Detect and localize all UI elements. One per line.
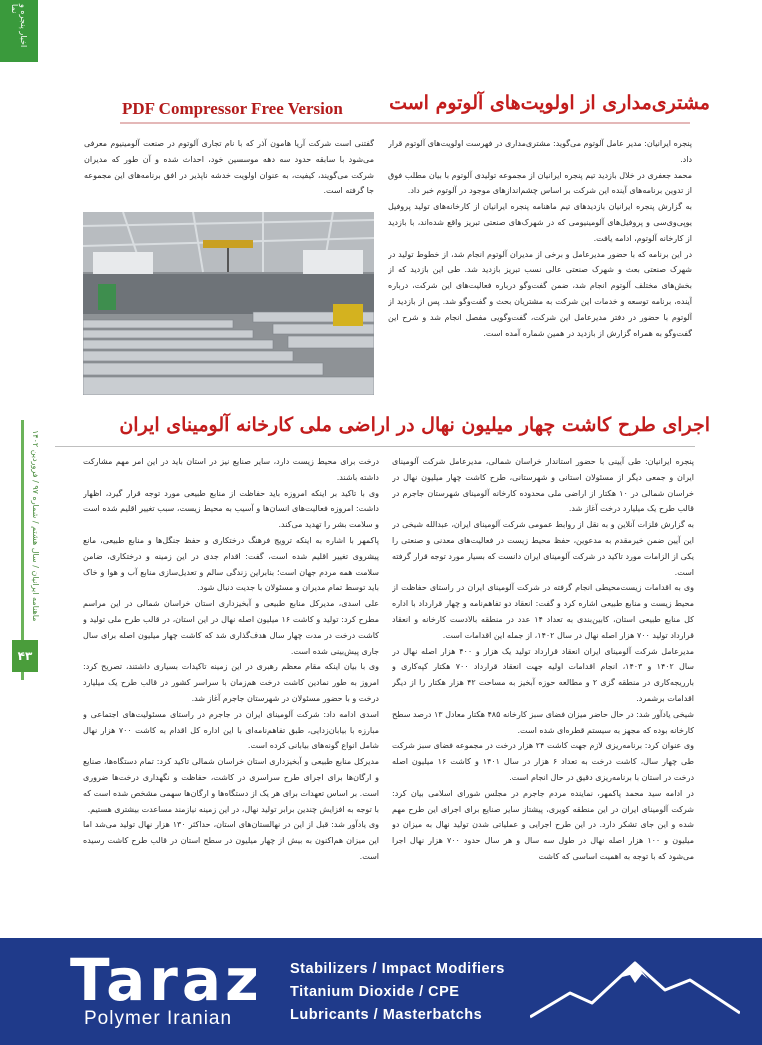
paragraph: وی به اقدامات زیست‌محیطی انجام گرفته در شرکت آلومینای ایران در راستای حفاظت از محیط زیست و منابع طبیعی اشاره کرد و گفت: انعقاد دو تفاهم‌نامه و چهار قرارداد با اداره کل منابع طبیعی استان، کابین‌بندی به تعداد ۱۴ عدد در منطقه بالادست کارخانه و انعقاد قرارداد تولید ۷۰۰ هزار اصله نهال در سال ۱۴۰۲، از جمله این اقدامات است. [392,583,694,640]
paragraph: به گزارش فلزات آنلاین و به نقل از روابط عمومی شرکت آلومینای ایران، عبدالله شیخی در این آیین ضمن خیرمقدم به مدعوین، حفظ محیط زیست در فعالیت‌های معدنی و صنعتی را یکی از الزامات مورد تاکید در شرکت آلومینای ایران دانست که بسیار مورد توجه قرار گرفته است. [392,520,694,577]
paragraph: درخت برای محیط زیست دارد، سایر صنایع نیز در استان باید در این امر مهم مشارکت داشته باشند. [83,457,379,482]
article2-title: اجرای طرح کاشت چهار میلیون نهال در اراضی ملی کارخانه آلومینای ایران [119,414,710,436]
article2-column-right [392,454,694,934]
article1-column-right [388,136,692,402]
mountain-icon [530,955,740,1030]
ad-product-line: Stabilizers / Impact Modifiers [290,961,505,977]
factory-photo [83,212,374,395]
paragraph: وی با تاکید بر اینکه امروزه باید حفاظت از منابع طبیعی مورد توجه قرار گیرد، اظهار داشت: امروزه فعالیت‌های انسان‌ها و آسیب به محیط زیست، سبب تغییر اقلیم شده است و سلامت بشر را تهدید می‌کند. [83,488,379,530]
article1-column-left [84,136,374,206]
paragraph: در ادامه سید محمد پاکمهر، نماینده مردم جاجرم در مجلس شورای اسلامی بیان کرد: شرکت آلومینای ایران در این منطقه کویری، پیشتاز سایر صنایع برای اجرای این طرح مهم شده و این جای تشکر دارد. در این طرح اجرایی و عملیاتی شدن تولید نهال به میزان دو میلیون و ۱۰۰ هزار اصله نهال در طول سه سال و هر سال حدود ۷۰۰ هزار نهال اجرا می‌شود که با توجه به اهمیت اساسی که کاشت [392,788,694,861]
paragraph: در این برنامه که با حضور مدیرعامل و برخی از مدیران آلوتوم انجام شد، از خطوط تولید در شهرک صنعتی بعث و شهرک صنعتی عالی نسب تبریز بازدید شد. طی این بازدید که از بخش‌های مختلف آلوتوم انجام شد، ضمن گفت‌وگو درباره فعالیت‌های این شرکت، درباره آینده، برنامه توسعه و خدمات این شرکت به مشتریان بحث و گفت‌وگو شد. پس از بازدید از آلوتوم با حضور در دفتر مدیرعامل این شرکت، گفت‌وگویی مفصل انجام شد و شرح این گفت‌وگو به همراه گزارش از بازدید در همین شماره آمده است. [388,249,692,338]
ad-product-line: Titanium Dioxide / CPE [290,984,460,1000]
ad-product-line: Lubricants / Masterbatchs [290,1007,483,1023]
paragraph: وی با بیان اینکه مقام معظم رهبری در این زمینه تاکیدات بسیاری داشتند، تصریح کرد: امروز به طور نمادین کاشت درخت هم‌زمان با سراسر کشور در قالب طرح یک میلیارد درخت و با حضور مسئولان در شهرستان جاجرم آغاز شد. [83,662,379,703]
paragraph: علی اسدی، مدیرکل منابع طبیعی و آبخیزداری استان خراسان شمالی در این مراسم مطرح کرد: تولید و کاشت ۱۶ میلیون اصله نهال در این استان، در قالب طرح ملی تولید و کاشت درخت در مدت چهار سال هدف‌گذاری شد که کاشت چهار میلیون اصله برای سال جاری پیش‌بینی شده است. [83,599,379,656]
title-divider [55,446,695,447]
brand-subtitle: Polymer Iranian [84,1008,233,1029]
paragraph: مدیرکل منابع طبیعی و آبخیزداری استان خراسان شمالی تاکید کرد: تمام دستگاه‌ها، صنایع و ارگان‌ها برای اجرای طرح سراسری در کاشت، حفاظت و نگهداری درخت‌ها ضروری است. بر اساس تعهدات برای هر یک از دستگاه‌ها و ارگان‌ها سهمی مشخص شده است که با توجه به افزایش چندین برابر تولید نهال، در این زمینه نیازمند مساعدت بیشتری هستیم. [83,757,379,814]
issue-info: ماهنامه ایرانیان / سال هشتم / شماره ۹۷ / فروردین ۱۴۰۲ [31,430,40,622]
pdf-watermark: PDF Compressor Free Version [122,99,343,118]
title-divider [120,122,690,124]
paragraph: پنجره ایرانیان: مدیر عامل آلوتوم می‌گوید: مشتری‌مداری در فهرست اولویت‌های آلوتوم قرار داد. [388,139,692,164]
paragraph: شیخی یادآور شد: در حال حاضر میزان فضای سبز کارخانه ۴۸۵ هکتار معادل ۱۳ درصد سطح کارخانه بوده که مجهز به سیستم قطره‌ای شده است. [392,709,694,735]
paragraph: پنجره ایرانیان: طی آیینی با حضور استاندار خراسان شمالی، مدیرعامل شرکت آلومینای ایران و جمعی دیگر از مسئولان استانی و شهرستانی، طرح کاشت چهار میلیون نهال در خراسان شمالی در ۱۰ هکتار از اراضی ملی محدوده کارخانه آلومینای شهرستان جاجرم در قالب طرح یک میلیارد درخت آغاز شد. [392,457,694,514]
article2-column-left [83,454,379,934]
paragraph: محمد جعفری در خلال بازدید تیم پنجره ایرانیان از مجموعه تولیدی آلوتوم با بیان مطلب فوق از تدوین برنامه‌های آینده این شرکت بر اساس چشم‌اندازهای موجود در آلوتوم خبر داد. [388,170,692,196]
paragraph: وی یادآور شد: قبل از این در نهالستان‌های استان، حداکثر ۱۳۰ هزار نهال تولید می‌شد اما این میزان هم‌اکنون به بیش از چهار میلیون در سطح استان در قالب طرح کاشت رسیده است. [83,820,379,861]
article1-title: مشتری‌مداری از اولویت‌های آلوتوم است [389,92,710,114]
brand-logo-text: Taraz [70,946,263,1014]
paragraph: پاکمهر با اشاره به اینکه ترویج فرهنگ درختکاری و حفظ جنگل‌ها و منابع طبیعی، مانع پیشروی تغییر اقلیم شده است، گفت: اقدام جدی در این زمینه و درختکاری، ضامن سلامت همه مردم جهان است؛ بنابراین زندگی سالم و تعدیل‌سازی منابع آب و هوا و خاک باید توسط تمام مدیران و مسئولان با جدیت دنبال شود. [83,535,379,593]
paragraph: به گزارش پنجره ایرانیان بازدیدهای تیم ماهنامه پنجره ایرانیان از کارخانه‌های تولید پروفیل یوپی‌وی‌سی و پروفیل‌های آلومینیومی که در شهرک‌های صنعتی تبریز واقع شده‌اند، با بازدید از کارخانه آلوتوم، ادامه یافت. [388,202,692,243]
paragraph: گفتنی است شرکت آریا هامون آذر که با نام تجاری آلوتوم در صنعت آلومینیوم معرفی می‌شود با سابقه حدود سه دهه موسسین خود، احداث شده و آن طور که مدیران شرکت می‌گویند، کیفیت، به عنوان اولویت خدشه ناپذیر در افق برنامه‌های این مجموعه جا گرفته است. [84,139,374,196]
paragraph: اسدی ادامه داد: شرکت آلومینای ایران در جاجرم در راستای مسئولیت‌های اجتماعی و مبارزه با بیابان‌زدایی، طبق تفاهم‌نامه‌ای با این اداره کل اقدام به کاشت ۷۰۰ هزار نهال شامل انواع گونه‌های بیابانی کرده است. [83,709,379,751]
paragraph: مدیرعامل شرکت آلومینای ایران انعقاد قرارداد تولید یک هزار و ۴۰۰ هزار اصله نهال در سال ۱۴۰۲ و ۱۴۰۳، انجام اقدامات اولیه جهت انعقاد قرارداد ۷۰۰ هکتار کپه‌کاری و بارریجه‌کاری در منطقه گزی ۲ و مطالعه حوزه آبخیز به مساحت ۴۲ هزار هکتار را از دیگر اقدامات برشمرد. [392,646,694,703]
paragraph: وی عنوان کرد: برنامه‌ریزی لازم جهت کاشت ۲۴ هزار درخت در مجموعه فضای سبز شرکت طی چهار سال، کاشت درخت به تعداد ۶ هزار در سال ۱۴۰۱ و کاشت ۱۶ میلیون اصله درخت در استان با برنامه‌ریزی دقیق در حال انجام است. [392,741,694,782]
section-tab-label: اخبار پنجره و نما [10,4,28,48]
page-number: ۴۳ [12,640,38,672]
